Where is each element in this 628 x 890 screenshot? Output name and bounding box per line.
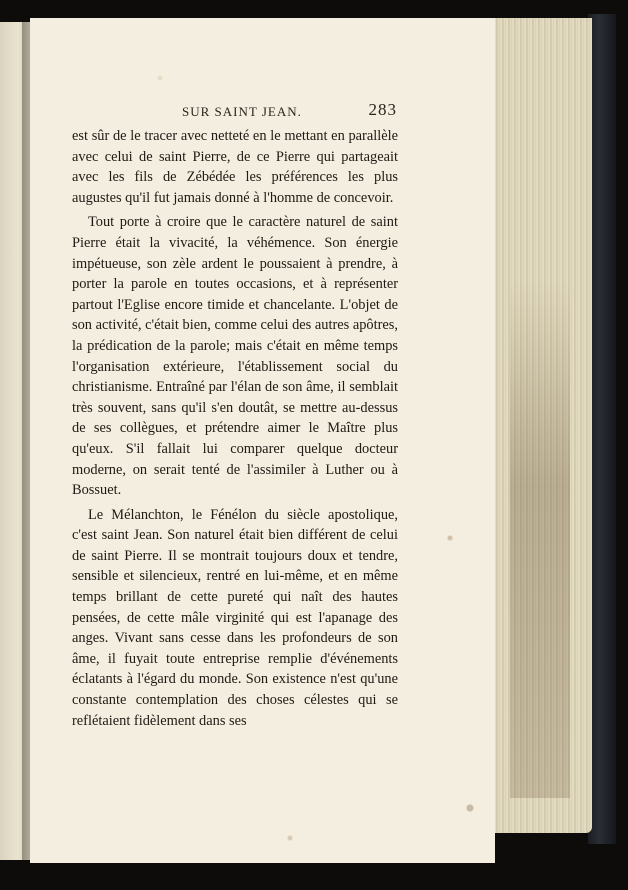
paragraph: Tout porte à croire que le caractère naturel de saint Pierre était la vivacité, la véhémence. Son énergie impétueuse, son zèle ardent le poussaient à prendre, à porter la parole en toutes occasions, et à représenter partout l'Eglise encore timide et chancelante. L'objet de son activité, c'était bien, comme celui des autres apôtres, la prédication de la parole; mais c'était en même temps l'organisation extérieure, l'établissement social du christianisme. Entraîné par l'élan de son âme, il semblait très souvent, sans qu'il s'en doutât, se mettre au-dessus de ses collègues, et prétendre aimer le Maître plus qu'eux. S'il fallait lui comparer quelque docteur moderne, on serait tenté de l'assimiler à Luther ou à Bossuet. bbox=[72, 214, 398, 499]
book-cover-edge bbox=[588, 14, 616, 844]
paragraph: est sûr de le tracer avec netteté en le mettant en parallèle avec celui de saint Pierre, de ce Pierre qui partageait avec les fils de Zébédée les préférences les plus augustes qu'il fut jamais donné à l'homme de concevoir. bbox=[72, 128, 398, 206]
page-number: 283 bbox=[368, 100, 397, 119]
body-text bbox=[72, 126, 398, 731]
paragraph: Le Mélanchton, le Fénélon du siècle apostolique, c'est saint Jean. Son naturel était bien différent de celui de saint Pierre. Il se montrait toujours doux et tendre, sensible et silencieux, rentré en lui-même, et en même temps brillant de cette pureté qui naît des hautes pensées, de cette mâle virginité qui est l'apanage des anges. Vivant sans cesse dans les profondeurs de son âme, il fuyait toute entreprise remplie d'événements éclatants à l'égard du monde. Son existence n'est qu'une constante contemplation des choses célestes qui se reflétaient fidèlement dans ses bbox=[72, 506, 398, 729]
running-head: SUR SAINT JEAN. bbox=[182, 104, 302, 119]
page-block-edges bbox=[492, 18, 592, 833]
page-header bbox=[72, 100, 397, 122]
